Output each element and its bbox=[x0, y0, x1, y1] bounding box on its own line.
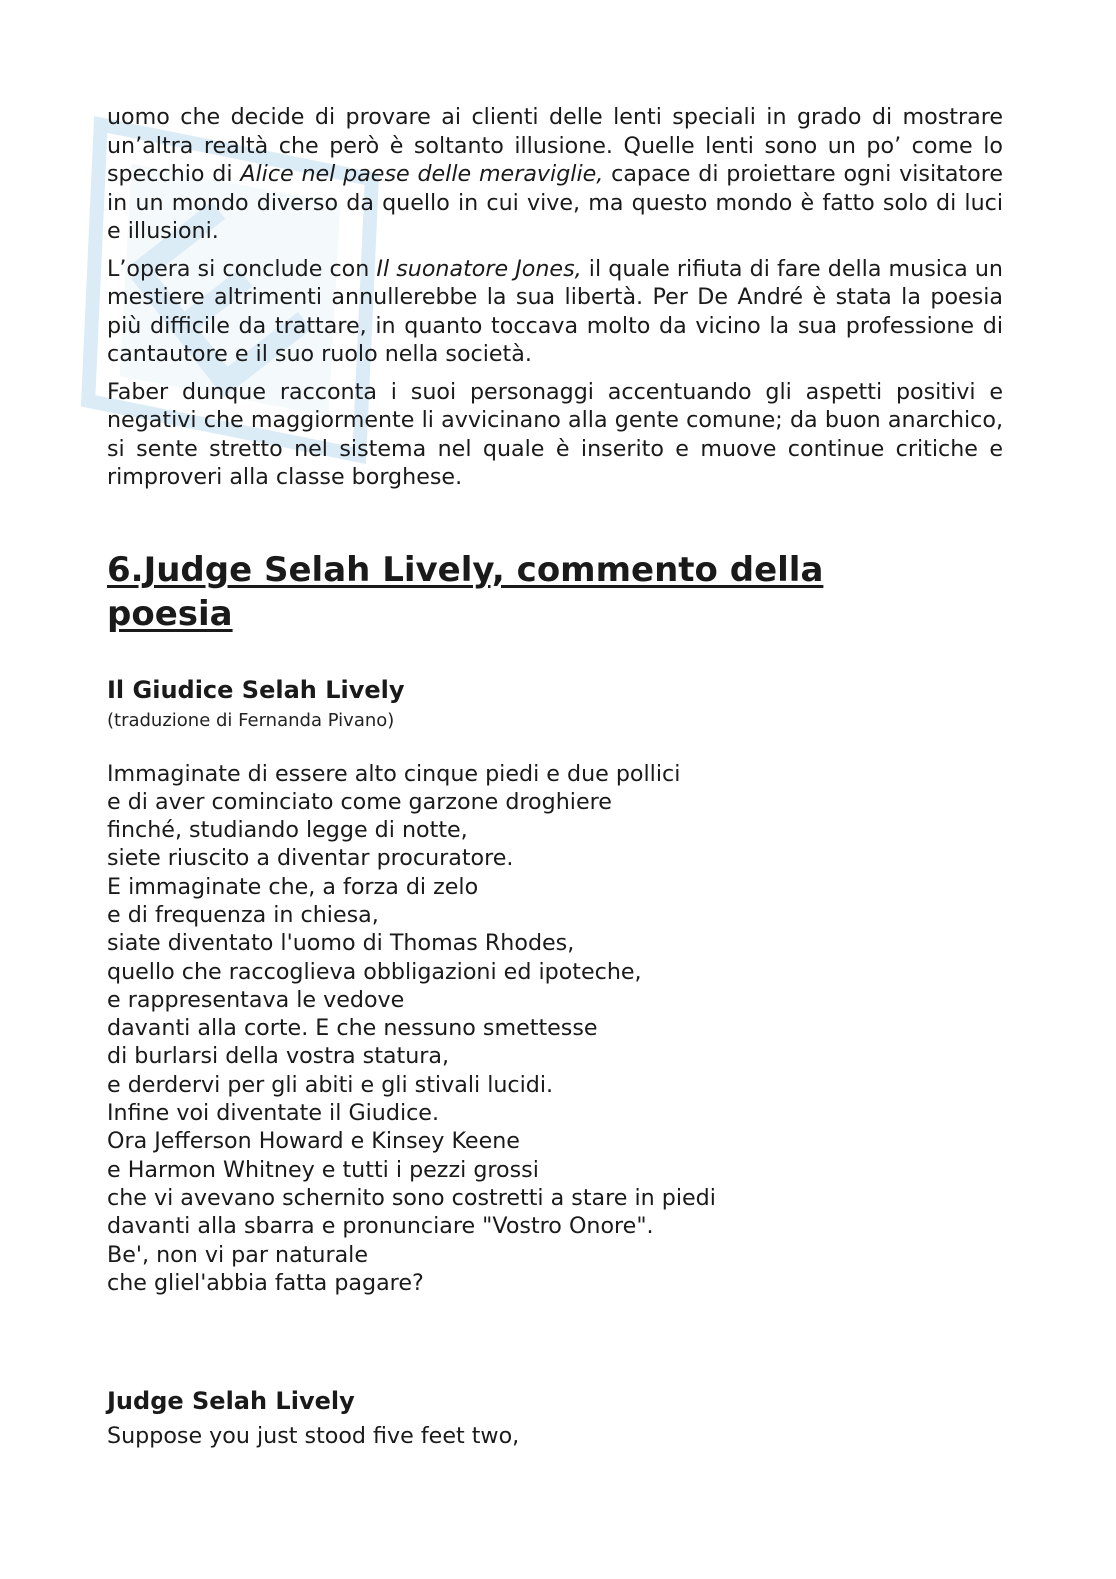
translator-credit: (traduzione di Fernanda Pivano) bbox=[107, 709, 395, 731]
paragraph-lenses bbox=[107, 103, 1003, 246]
paragraph-text: L’opera si conclude con bbox=[107, 255, 377, 282]
poem-line: Infine voi diventate il Giudice. bbox=[107, 1100, 440, 1127]
section-heading: 6.Judge Selah Lively, commento della poesia bbox=[107, 549, 824, 634]
poem-line: e derdervi per gli abiti e gli stivali lucidi. bbox=[107, 1071, 554, 1098]
paragraph-text: il quale rifiuta di fare della musica un mestiere altrimenti annullerebbe la sua libertà. Per De André è stata la poesia più difficile da trattare, in quanto toccava molto da vicino la sua professione di cantautore e il suo ruolo nella società. bbox=[107, 255, 1003, 367]
poem-line: e Harmon Whitney e tutti i pezzi grossi bbox=[107, 1156, 539, 1183]
paragraph-text: uomo che decide di provare ai clienti delle lenti speciali in grado di mostrare un’altra realtà che però è soltanto illusione. Quelle lenti sono un po’ come lo specchio di bbox=[107, 104, 1003, 187]
poem-title-italian: Il Giudice Selah Lively bbox=[107, 675, 405, 704]
poem-line-english: Suppose you just stood five feet two, bbox=[107, 1423, 520, 1450]
poem-line: che vi avevano schernito sono costretti a stare in piedi bbox=[107, 1184, 716, 1211]
poem-line: e di frequenza in chiesa, bbox=[107, 901, 379, 928]
poem-line: siate diventato l'uomo di Thomas Rhodes, bbox=[107, 930, 575, 957]
poem-line: di burlarsi della vostra statura, bbox=[107, 1043, 450, 1070]
poem-line: davanti alla corte. E che nessuno smettesse bbox=[107, 1015, 598, 1042]
poem-line: E immaginate che, a forza di zelo bbox=[107, 873, 479, 900]
poem-line: Be', non vi par naturale bbox=[107, 1241, 368, 1268]
poem-title-english: Judge Selah Lively bbox=[107, 1387, 355, 1416]
poem-line: che gliel'abbia fatta pagare? bbox=[107, 1269, 424, 1296]
poem-italian bbox=[107, 760, 1003, 1298]
document-page bbox=[107, 103, 1003, 1451]
poem-line: Ora Jefferson Howard e Kinsey Keene bbox=[107, 1128, 520, 1155]
paragraph-faber: Faber dunque racconta i suoi personaggi accentuando gli aspetti positivi e negativi che maggiormente li avvicinano alla gente comune; da buon anarchico, si sente stretto nel sistema nel quale è inserito e muove continue critiche e rimproveri alla classe borghese. bbox=[107, 378, 1003, 490]
poem-line: e rappresentava le vedove bbox=[107, 986, 405, 1013]
italic-title-alice: Alice nel paese delle meraviglie, bbox=[240, 161, 604, 187]
poem-line: quello che raccoglieva obbligazioni ed ipoteche, bbox=[107, 958, 642, 985]
paragraph-text: capace di proiettare ogni visitatore in un mondo diverso da quello in cui vive, ma questo mondo è fatto solo di luci e illusioni. bbox=[107, 161, 1003, 244]
poem-line: e di aver cominciato come garzone droghiere bbox=[107, 788, 612, 815]
italic-title-jones: Il suonatore Jones, bbox=[376, 255, 582, 282]
paragraph-jones bbox=[107, 255, 1003, 369]
poem-line: Immaginate di essere alto cinque piedi e due pollici bbox=[107, 760, 681, 787]
poem-line: finché, studiando legge di notte, bbox=[107, 817, 468, 844]
poem-line: siete riuscito a diventar procuratore. bbox=[107, 845, 514, 872]
poem-line: davanti alla sbarra e pronunciare "Vostro Onore". bbox=[107, 1213, 654, 1240]
